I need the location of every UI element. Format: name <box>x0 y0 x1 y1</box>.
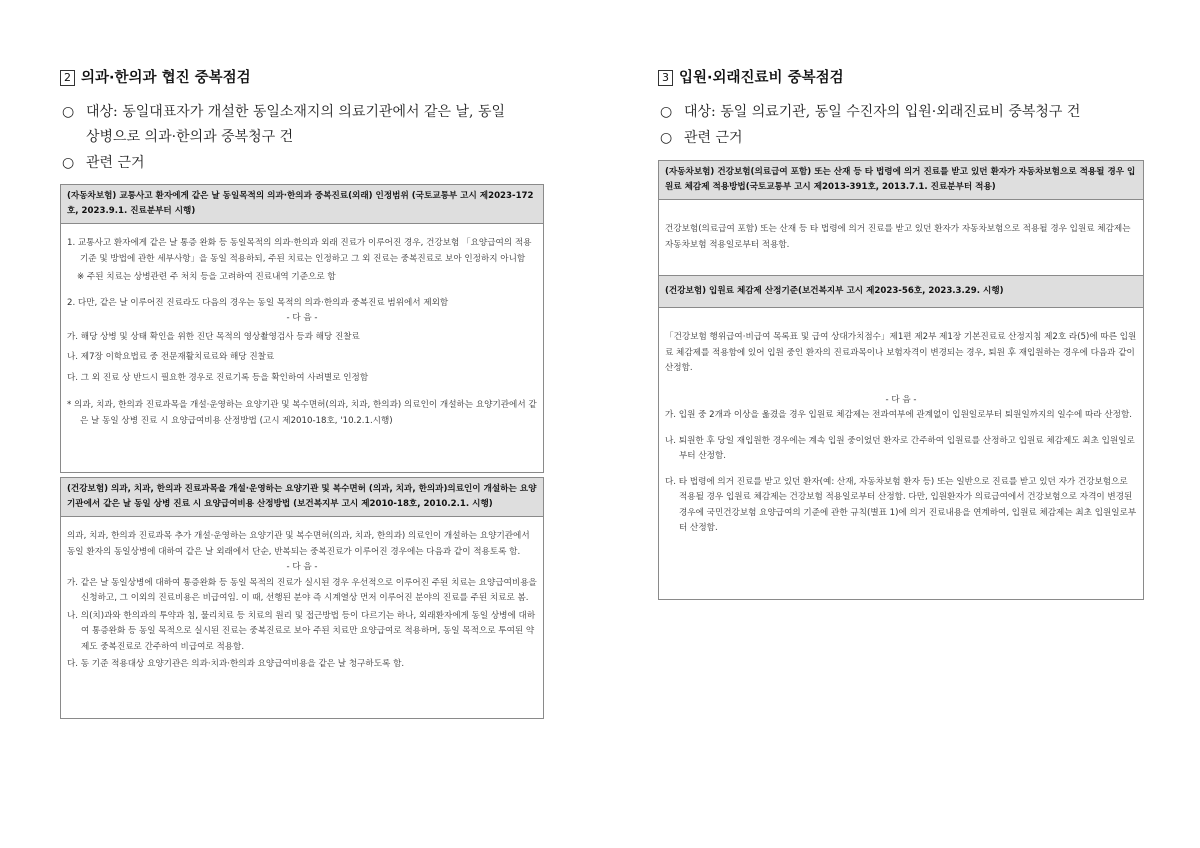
daum-label: - 다 음 - <box>286 313 318 323</box>
daum-label: - 다 음 - <box>286 562 318 572</box>
circle-bullet-icon: ○ <box>62 104 75 120</box>
auto-insurance-box-left <box>60 184 544 473</box>
health-insurance-box-left <box>60 477 544 719</box>
section-title-left: 2 의과·한의과 협진 중복점검 <box>60 66 251 87</box>
box-body: 1. 교통사고 환자에게 같은 날 통증 완화 등 동일목적의 의과·한의과 외래 진료가 이루어진 경우, 건강보험 「요양급여의 적용기준 및 방법에 관한 세부사항」을 동일 적용하되, 주된 치료는 인정하고 그 외 진료는 중복진료로 보아 인정하지 아니함 ※ 주된 치료는 상병관련 주 처치 등을 고려하여 진료내역 기준으로 함 2. 다만, 같은 날 이루어진 진료라도 다음의 경우는 동일 목적의 의과·한의과 중복진료 범위에서 제외함 - 다 음 - 가. 해당 상병 및 상태 확인을 위한 진단 목적의 영상촬영검사 등과 해당 진찰료 나. 제7장 이학요법료 중 전문재활치료료와 해당 진찰료 다. 그 외 진료 상 반드시 필요한 경우로 진료기록 등을 확인하여 사려별로 인정함 * 의과, 치과, 한의과 진료과목을 개설·운영하는 요양기관 및 복수면허(의과, 치과, 한의과) 의료인이 개설하는 요양기관에서 같은 날 동일 상병 진료 시 요양급여비용 산정방법 (고시 제2010-18호, '10.2.1.시행) <box>61 224 543 435</box>
target-bullet-right: ○ 대상: 동일 의료기관, 동일 수진자의 입원·외래진료비 중복청구 건 <box>660 100 1146 125</box>
box-header: (자동차보험) 교통사고 환자에게 같은 날 동일목적의 의과·한의과 중복진료(외래) 인정범위 (국토교통부 고시 제2023-172호, 2023.9.1. 진료분부터 시행) <box>61 185 543 224</box>
section-title-right: 3 입원·외래진료비 중복점검 <box>658 66 844 87</box>
basis-bullet-left: ○ 관련 근거 <box>62 151 145 176</box>
box-header-2: (건강보험) 입원료 체감제 산정기준(보건복지부 고시 제2023-56호, 2023.3.29. 시행) <box>659 276 1143 308</box>
circle-bullet-icon: ○ <box>660 104 673 120</box>
target-bullet-left: ○ 대상: 동일대표자가 개설한 동일소재지의 의료기관에서 같은 날, 동일 상병으로 의과·한의과 중복청구 건 <box>62 100 548 150</box>
box-body-2: 「건강보험 행위급여·비급여 목록표 및 급여 상대가치점수」제1편 제2부 제1장 기본진료료 산정지침 제2호 라(5)에 따른 입원료 체감제를 적용함에 있어 입원 중인 환자의 진료과목이나 보험자격이 변경되는 경우, 퇴원 후 재입원하는 경우에 다음과 같이 산정함. - 다 음 - 가. 입원 중 2개과 이상을 옮겼을 경우 입원료 체감제는 전과여부에 관계없이 입원일로부터 퇴원일까지의 일수에 따라 산정함. 나. 퇴원한 후 당일 재입원한 경우에는 계속 입원 중이었던 환자로 간주하여 입원료를 산정하고 입원료 체감제도 최초 입원일로부터 산정함. 다. 타 법령에 의거 진료를 받고 있던 환자(예: 산재, 자동차보험 환자 등) 또는 일반으로 진료를 받고 있던 자가 건강보험으로 적용될 경우 입원료 체감제는 건강보험 적용일로부터 산정함. 다만, 입원환자가 의료급여에서 건강보험으로 자격이 변경된 경우에 국민건강보험 요양급여의 기준에 관한 규칙(별표 1)에 의거 진료내용을 연계하여, 입원료 체감제는 최초 입원일로부터 산정함. <box>665 332 1137 533</box>
box-body: 의과, 치과, 한의과 진료과목 추가 개설·운영하는 요양기관 및 복수면허(의과, 치과, 한의과) 의료인이 개설하는 요양기관에서 동일 환자의 동일상병에 대하여 같은 날 외래에서 단순, 반복되는 중복진료가 이루어진 경우에는 다음과 같이 적용토록 함. - 다 음 - 가. 같은 날 동일상병에 대하여 통증완화 등 동일 목적의 진료가 실시된 경우 우선적으로 이루어진 주된 치료는 요양급여비용을 신청하고, 그 이외의 진료비용은 비급여임. 이 때, 선행된 분야 즉 시계열상 먼저 이루어진 분야의 진료를 주된 치료로 봄. 나. 의(치)과와 한의과의 투약과 침, 물리치료 등 치료의 원리 및 접근방법 등이 다르기는 하나, 외래환자에게 동일 상병에 대하여 통증완화 등 동일 목적으로 실시된 진료는 중복진료로 보아 주된 치료만 요양급여로 적용하며, 동일 목적으로 투여된 약제도 중복진료로 간주하여 비급여로 적용함. 다. 동 기준 적용대상 요양기관은 의과·치과·한의과 요양급여비용을 같은 날 청구하도록 함. <box>67 531 537 669</box>
daum-label: - 다 음 - <box>885 394 917 405</box>
section-number-left: 2 <box>60 70 75 86</box>
circle-bullet-icon: ○ <box>62 155 75 171</box>
section-number-right: 3 <box>658 70 673 86</box>
footnote: * 의과, 치과, 한의과 진료과목을 개설·운영하는 요양기관 및 복수면허(의과, 치과, 한의과) 의료인이 개설하는 요양기관에서 같은 날 동일 상병 진료 시 요양급여비용 산정방법 (고시 제2010-18호, '10.2.1.시행) <box>67 400 537 426</box>
box-header: (자동차보험) 건강보험(의료급여 포함) 또는 산재 등 타 법령에 의거 진료를 받고 있던 환자가 자동차보험으로 적용될 경우 입원료 체감제 적용방법(국토교통부 고시 제2013-391호, 2013.7.1. 진료분부터 적용) <box>659 161 1143 200</box>
inpatient-rules-box <box>658 160 1144 600</box>
circle-bullet-icon: ○ <box>660 130 673 146</box>
note: ※ 주된 치료는 상병관련 주 처치 등을 고려하여 진료내역 기준으로 함 <box>77 272 336 282</box>
box-header: (건강보험) 의과, 치과, 한의과 진료과목을 개설·운영하는 요양기관 및 복수면허 (의과, 치과, 한의과)의료인이 개설하는 요양기관에서 같은 날 동일 상병 진료 시 요양급여비용 산정방법 (보건복지부 고시 제2010-18호, 2010.2.1. 시행) <box>61 478 543 517</box>
box-body: 건강보험(의료급여 포함) 또는 산재 등 타 법령에 의거 진료를 받고 있던 환자가 자동차보험으로 적용될 경우 입원료 체감제는 자동차보험 적용일로부터 적용함. <box>659 200 1143 276</box>
basis-bullet-right: ○ 관련 근거 <box>660 126 743 151</box>
